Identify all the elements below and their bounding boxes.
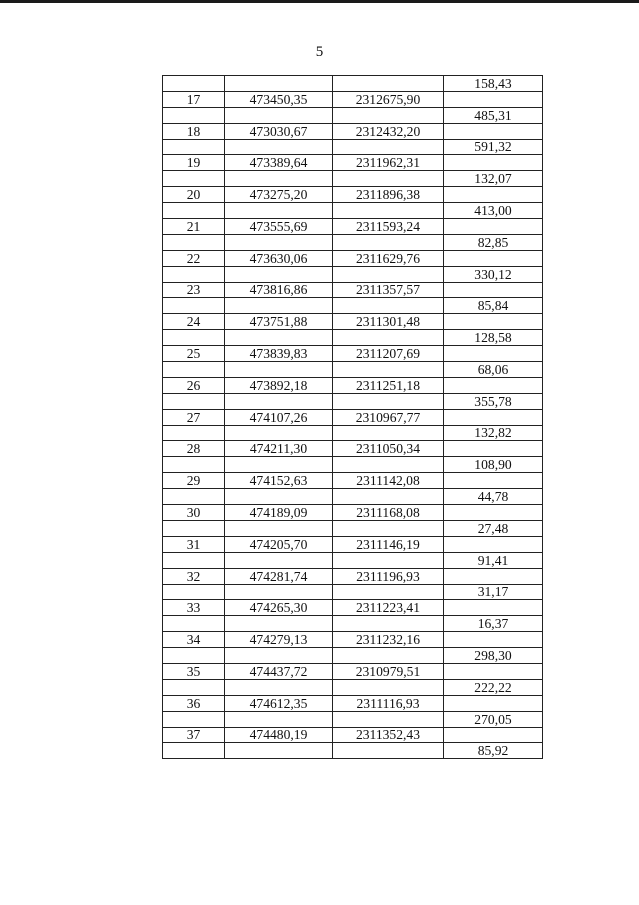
segment-length-cell: 222,22 bbox=[444, 679, 543, 695]
segment-length-cell bbox=[444, 409, 543, 425]
table-row bbox=[163, 632, 543, 648]
x-coordinate-cell: 473751,88 bbox=[225, 314, 333, 330]
table-row bbox=[163, 346, 543, 362]
y-coordinate-cell bbox=[333, 362, 444, 378]
segment-length-cell: 85,84 bbox=[444, 298, 543, 314]
segment-length-cell bbox=[444, 219, 543, 235]
x-coordinate-cell: 473030,67 bbox=[225, 123, 333, 139]
table-row bbox=[163, 76, 543, 92]
table-row bbox=[163, 171, 543, 187]
table-row bbox=[163, 282, 543, 298]
y-coordinate-cell bbox=[333, 76, 444, 92]
y-coordinate-cell: 2311896,38 bbox=[333, 187, 444, 203]
y-coordinate-cell: 2310967,77 bbox=[333, 409, 444, 425]
segment-length-cell: 270,05 bbox=[444, 711, 543, 727]
x-coordinate-cell bbox=[225, 679, 333, 695]
table-row bbox=[163, 473, 543, 489]
x-coordinate-cell bbox=[225, 711, 333, 727]
point-number-cell: 19 bbox=[163, 155, 225, 171]
table-row bbox=[163, 505, 543, 521]
table-row bbox=[163, 219, 543, 235]
table-row bbox=[163, 298, 543, 314]
point-number-cell: 31 bbox=[163, 536, 225, 552]
point-number-cell bbox=[163, 520, 225, 536]
segment-length-cell: 68,06 bbox=[444, 362, 543, 378]
x-coordinate-cell: 474189,09 bbox=[225, 505, 333, 521]
table-row bbox=[163, 234, 543, 250]
segment-length-cell bbox=[444, 282, 543, 298]
table-row bbox=[163, 600, 543, 616]
segment-length-cell: 108,90 bbox=[444, 457, 543, 473]
x-coordinate-cell bbox=[225, 266, 333, 282]
y-coordinate-cell bbox=[333, 711, 444, 727]
table-row bbox=[163, 330, 543, 346]
point-number-cell bbox=[163, 330, 225, 346]
table-row bbox=[163, 409, 543, 425]
y-coordinate-cell: 2310979,51 bbox=[333, 663, 444, 679]
x-coordinate-cell bbox=[225, 362, 333, 378]
x-coordinate-cell bbox=[225, 171, 333, 187]
segment-length-cell: 91,41 bbox=[444, 552, 543, 568]
table-row bbox=[163, 727, 543, 743]
coordinates-table-body bbox=[163, 76, 543, 759]
segment-length-cell bbox=[444, 155, 543, 171]
y-coordinate-cell: 2311357,57 bbox=[333, 282, 444, 298]
point-number-cell bbox=[163, 203, 225, 219]
segment-length-cell bbox=[444, 505, 543, 521]
point-number-cell bbox=[163, 679, 225, 695]
y-coordinate-cell: 2311146,19 bbox=[333, 536, 444, 552]
segment-length-cell bbox=[444, 250, 543, 266]
point-number-cell: 25 bbox=[163, 346, 225, 362]
point-number-cell: 35 bbox=[163, 663, 225, 679]
y-coordinate-cell bbox=[333, 393, 444, 409]
point-number-cell: 18 bbox=[163, 123, 225, 139]
table-row bbox=[163, 155, 543, 171]
segment-length-cell: 330,12 bbox=[444, 266, 543, 282]
point-number-cell: 30 bbox=[163, 505, 225, 521]
point-number-cell: 33 bbox=[163, 600, 225, 616]
x-coordinate-cell: 474205,70 bbox=[225, 536, 333, 552]
point-number-cell: 26 bbox=[163, 377, 225, 393]
segment-length-cell bbox=[444, 314, 543, 330]
point-number-cell bbox=[163, 743, 225, 759]
x-coordinate-cell bbox=[225, 743, 333, 759]
table-row bbox=[163, 91, 543, 107]
y-coordinate-cell bbox=[333, 520, 444, 536]
segment-length-cell bbox=[444, 663, 543, 679]
table-row bbox=[163, 536, 543, 552]
x-coordinate-cell bbox=[225, 393, 333, 409]
point-number-cell bbox=[163, 393, 225, 409]
point-number-cell bbox=[163, 425, 225, 441]
table-row bbox=[163, 457, 543, 473]
segment-length-cell bbox=[444, 632, 543, 648]
y-coordinate-cell: 2311142,08 bbox=[333, 473, 444, 489]
segment-length-cell bbox=[444, 536, 543, 552]
x-coordinate-cell bbox=[225, 330, 333, 346]
y-coordinate-cell: 2312675,90 bbox=[333, 91, 444, 107]
table-row bbox=[163, 107, 543, 123]
x-coordinate-cell: 474211,30 bbox=[225, 441, 333, 457]
segment-length-cell bbox=[444, 568, 543, 584]
table-row bbox=[163, 695, 543, 711]
segment-length-cell: 132,07 bbox=[444, 171, 543, 187]
x-coordinate-cell bbox=[225, 489, 333, 505]
table-row bbox=[163, 489, 543, 505]
x-coordinate-cell: 473816,86 bbox=[225, 282, 333, 298]
point-number-cell bbox=[163, 648, 225, 664]
x-coordinate-cell: 473892,18 bbox=[225, 377, 333, 393]
x-coordinate-cell: 473555,69 bbox=[225, 219, 333, 235]
y-coordinate-cell bbox=[333, 679, 444, 695]
x-coordinate-cell: 474612,35 bbox=[225, 695, 333, 711]
point-number-cell bbox=[163, 171, 225, 187]
y-coordinate-cell: 2311116,93 bbox=[333, 695, 444, 711]
x-coordinate-cell bbox=[225, 648, 333, 664]
y-coordinate-cell bbox=[333, 298, 444, 314]
x-coordinate-cell: 473450,35 bbox=[225, 91, 333, 107]
table-row bbox=[163, 250, 543, 266]
x-coordinate-cell: 474437,72 bbox=[225, 663, 333, 679]
table-row bbox=[163, 568, 543, 584]
x-coordinate-cell bbox=[225, 107, 333, 123]
x-coordinate-cell: 473389,64 bbox=[225, 155, 333, 171]
point-number-cell bbox=[163, 139, 225, 155]
point-number-cell: 34 bbox=[163, 632, 225, 648]
point-number-cell: 32 bbox=[163, 568, 225, 584]
table-row bbox=[163, 648, 543, 664]
top-rule bbox=[0, 0, 639, 3]
segment-length-cell bbox=[444, 600, 543, 616]
table-row bbox=[163, 552, 543, 568]
y-coordinate-cell: 2311223,41 bbox=[333, 600, 444, 616]
x-coordinate-cell bbox=[225, 298, 333, 314]
segment-length-cell bbox=[444, 695, 543, 711]
table-row bbox=[163, 425, 543, 441]
x-coordinate-cell bbox=[225, 76, 333, 92]
y-coordinate-cell: 2311168,08 bbox=[333, 505, 444, 521]
point-number-cell: 29 bbox=[163, 473, 225, 489]
x-coordinate-cell: 474107,26 bbox=[225, 409, 333, 425]
segment-length-cell bbox=[444, 727, 543, 743]
y-coordinate-cell: 2311196,93 bbox=[333, 568, 444, 584]
segment-length-cell bbox=[444, 187, 543, 203]
table-row bbox=[163, 711, 543, 727]
y-coordinate-cell bbox=[333, 552, 444, 568]
point-number-cell bbox=[163, 489, 225, 505]
table-row bbox=[163, 393, 543, 409]
point-number-cell bbox=[163, 234, 225, 250]
segment-length-cell: 85,92 bbox=[444, 743, 543, 759]
point-number-cell bbox=[163, 76, 225, 92]
table-row bbox=[163, 123, 543, 139]
y-coordinate-cell bbox=[333, 457, 444, 473]
coordinates-table bbox=[162, 75, 543, 759]
x-coordinate-cell bbox=[225, 584, 333, 600]
x-coordinate-cell: 474281,74 bbox=[225, 568, 333, 584]
y-coordinate-cell bbox=[333, 171, 444, 187]
table-row bbox=[163, 520, 543, 536]
x-coordinate-cell bbox=[225, 552, 333, 568]
y-coordinate-cell bbox=[333, 743, 444, 759]
table-row bbox=[163, 203, 543, 219]
y-coordinate-cell bbox=[333, 234, 444, 250]
y-coordinate-cell bbox=[333, 648, 444, 664]
y-coordinate-cell bbox=[333, 266, 444, 282]
segment-length-cell bbox=[444, 91, 543, 107]
y-coordinate-cell bbox=[333, 489, 444, 505]
point-number-cell: 28 bbox=[163, 441, 225, 457]
segment-length-cell: 16,37 bbox=[444, 616, 543, 632]
x-coordinate-cell bbox=[225, 616, 333, 632]
point-number-cell: 27 bbox=[163, 409, 225, 425]
segment-length-cell: 82,85 bbox=[444, 234, 543, 250]
table-row bbox=[163, 616, 543, 632]
table-row bbox=[163, 187, 543, 203]
point-number-cell: 20 bbox=[163, 187, 225, 203]
point-number-cell: 36 bbox=[163, 695, 225, 711]
point-number-cell bbox=[163, 362, 225, 378]
segment-length-cell: 413,00 bbox=[444, 203, 543, 219]
segment-length-cell: 132,82 bbox=[444, 425, 543, 441]
point-number-cell: 21 bbox=[163, 219, 225, 235]
x-coordinate-cell bbox=[225, 234, 333, 250]
segment-length-cell bbox=[444, 441, 543, 457]
segment-length-cell bbox=[444, 377, 543, 393]
y-coordinate-cell bbox=[333, 203, 444, 219]
segment-length-cell bbox=[444, 123, 543, 139]
x-coordinate-cell: 473839,83 bbox=[225, 346, 333, 362]
point-number-cell: 23 bbox=[163, 282, 225, 298]
x-coordinate-cell bbox=[225, 139, 333, 155]
y-coordinate-cell: 2311232,16 bbox=[333, 632, 444, 648]
segment-length-cell: 27,48 bbox=[444, 520, 543, 536]
point-number-cell bbox=[163, 457, 225, 473]
y-coordinate-cell: 2311301,48 bbox=[333, 314, 444, 330]
segment-length-cell: 128,58 bbox=[444, 330, 543, 346]
segment-length-cell: 485,31 bbox=[444, 107, 543, 123]
y-coordinate-cell bbox=[333, 616, 444, 632]
table-row bbox=[163, 679, 543, 695]
x-coordinate-cell: 474152,63 bbox=[225, 473, 333, 489]
y-coordinate-cell: 2311352,43 bbox=[333, 727, 444, 743]
point-number-cell bbox=[163, 266, 225, 282]
y-coordinate-cell bbox=[333, 107, 444, 123]
x-coordinate-cell: 473630,06 bbox=[225, 250, 333, 266]
segment-length-cell bbox=[444, 473, 543, 489]
table-row bbox=[163, 584, 543, 600]
segment-length-cell: 31,17 bbox=[444, 584, 543, 600]
table-row bbox=[163, 743, 543, 759]
segment-length-cell: 355,78 bbox=[444, 393, 543, 409]
table-row bbox=[163, 139, 543, 155]
page-number: 5 bbox=[315, 44, 324, 60]
table-row bbox=[163, 441, 543, 457]
x-coordinate-cell bbox=[225, 520, 333, 536]
point-number-cell: 22 bbox=[163, 250, 225, 266]
x-coordinate-cell: 473275,20 bbox=[225, 187, 333, 203]
x-coordinate-cell: 474480,19 bbox=[225, 727, 333, 743]
point-number-cell: 17 bbox=[163, 91, 225, 107]
table-row bbox=[163, 377, 543, 393]
x-coordinate-cell: 474265,30 bbox=[225, 600, 333, 616]
y-coordinate-cell bbox=[333, 139, 444, 155]
x-coordinate-cell bbox=[225, 457, 333, 473]
segment-length-cell bbox=[444, 346, 543, 362]
point-number-cell bbox=[163, 552, 225, 568]
segment-length-cell: 44,78 bbox=[444, 489, 543, 505]
y-coordinate-cell bbox=[333, 330, 444, 346]
x-coordinate-cell: 474279,13 bbox=[225, 632, 333, 648]
table-row bbox=[163, 266, 543, 282]
segment-length-cell: 158,43 bbox=[444, 76, 543, 92]
point-number-cell bbox=[163, 616, 225, 632]
segment-length-cell: 298,30 bbox=[444, 648, 543, 664]
point-number-cell: 24 bbox=[163, 314, 225, 330]
y-coordinate-cell: 2312432,20 bbox=[333, 123, 444, 139]
y-coordinate-cell bbox=[333, 425, 444, 441]
x-coordinate-cell bbox=[225, 203, 333, 219]
table-row bbox=[163, 314, 543, 330]
y-coordinate-cell: 2311050,34 bbox=[333, 441, 444, 457]
point-number-cell bbox=[163, 584, 225, 600]
point-number-cell bbox=[163, 711, 225, 727]
table-row bbox=[163, 663, 543, 679]
segment-length-cell: 591,32 bbox=[444, 139, 543, 155]
table-row bbox=[163, 362, 543, 378]
y-coordinate-cell: 2311251,18 bbox=[333, 377, 444, 393]
point-number-cell bbox=[163, 298, 225, 314]
point-number-cell bbox=[163, 107, 225, 123]
point-number-cell: 37 bbox=[163, 727, 225, 743]
x-coordinate-cell bbox=[225, 425, 333, 441]
y-coordinate-cell: 2311629,76 bbox=[333, 250, 444, 266]
y-coordinate-cell: 2311207,69 bbox=[333, 346, 444, 362]
y-coordinate-cell bbox=[333, 584, 444, 600]
y-coordinate-cell: 2311593,24 bbox=[333, 219, 444, 235]
y-coordinate-cell: 2311962,31 bbox=[333, 155, 444, 171]
